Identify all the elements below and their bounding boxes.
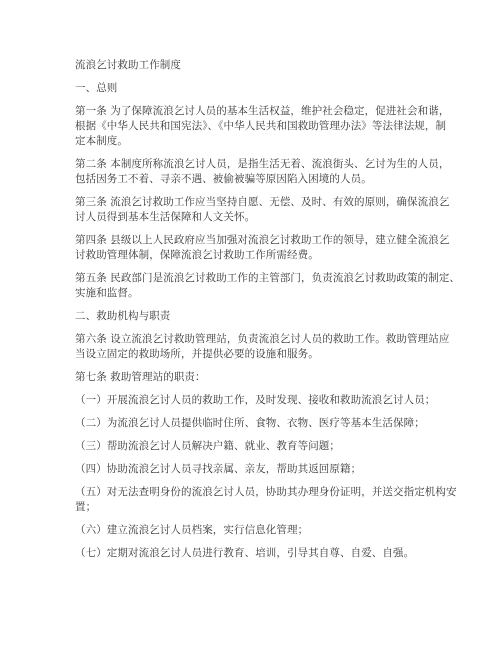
article-line: 第一条 为了保障流浪乞讨人员的基本生活权益，维护社会稳定，促进社会和谐，: [75, 105, 450, 117]
duty-item-4: [75, 462, 435, 477]
article-line: 包括因务工不着、寻亲不遇、被偷被骗等原因陷入困境的人员。: [75, 173, 372, 185]
article-line: 第四条 县级以上人民政府应当加强对流浪乞讨救助工作的领导，建立健全流浪乞: [75, 234, 450, 246]
duty-line: （二）为流浪乞讨人员提供临时住所、食物、衣物、医疗等基本生活保障；: [75, 417, 425, 429]
duty-item-5: [75, 485, 457, 515]
article-3: [75, 195, 450, 225]
duty-line: （四）协助流浪乞讨人员寻找亲属、亲友，帮助其返回原籍；: [75, 463, 362, 475]
article-7: [75, 370, 435, 385]
duty-line: （六）建立流浪乞讨人员档案，实行信息化管理；: [75, 524, 309, 536]
document-content: [75, 58, 461, 569]
duty-item-1: [75, 393, 435, 408]
article-line: 第二条 本制度所称流浪乞讨人员，是指生活无着、流浪街头、乞讨为生的人员，: [75, 158, 450, 170]
duty-line: （七）定期对流浪乞讨人员进行教育、培训，引导其自尊、自爱、自强。: [75, 547, 415, 559]
duty-item-6: [75, 523, 435, 538]
article-line: 第七条 救助管理站的职责：: [75, 371, 206, 383]
duty-line: （五）对无法查明身份的流浪乞讨人员，协助其办理身份证明，并送交指定机构安: [75, 486, 457, 498]
article-2: [75, 157, 450, 187]
article-line: 当设立固定的救助场所，并提供必要的设施和服务。: [75, 348, 319, 360]
article-line: 第五条 民政部门是流浪乞讨救助工作的主管部门，负责流浪乞讨救助政策的制定、: [75, 272, 461, 284]
article-5: [75, 271, 461, 301]
article-line: 第三条 流浪乞讨救助工作应当坚持自愿、无偿、及时、有效的原则，确保流浪乞: [75, 196, 450, 208]
section-heading-institutions: 二、救助机构与职责: [75, 310, 171, 322]
document-title: 流浪乞讨救助工作制度: [75, 59, 181, 71]
article-4: [75, 233, 450, 263]
duty-item-2: [75, 416, 435, 431]
duty-item-3: [75, 439, 435, 454]
duty-line: （一）开展流浪乞讨人员的救助工作，及时发现、接收和救助流浪乞讨人员；: [75, 394, 436, 406]
duty-line: 置；: [75, 501, 97, 513]
article-6: [75, 332, 450, 362]
article-line: 讨人员得到基本生活保障和人文关怀。: [75, 211, 256, 223]
duty-line: （三）帮助流浪乞讨人员解决户籍、就业、教育等问题；: [75, 440, 340, 452]
article-line: 讨救助管理体制，保障流浪乞讨救助工作所需经费。: [75, 249, 319, 261]
section-heading-general: 一、总则: [75, 82, 118, 94]
article-line: 定本制度。: [75, 135, 128, 147]
article-line: 根据《中华人民共和国宪法》、《中华人民共和国救助管理办法》等法律法规，制: [75, 120, 447, 132]
duty-item-7: [75, 546, 435, 561]
article-line: 实施和监督。: [75, 287, 139, 299]
article-line: 第六条 设立流浪乞讨救助管理站，负责流浪乞讨人员的救助工作。救助管理站应: [75, 333, 450, 345]
article-1: [75, 104, 450, 149]
